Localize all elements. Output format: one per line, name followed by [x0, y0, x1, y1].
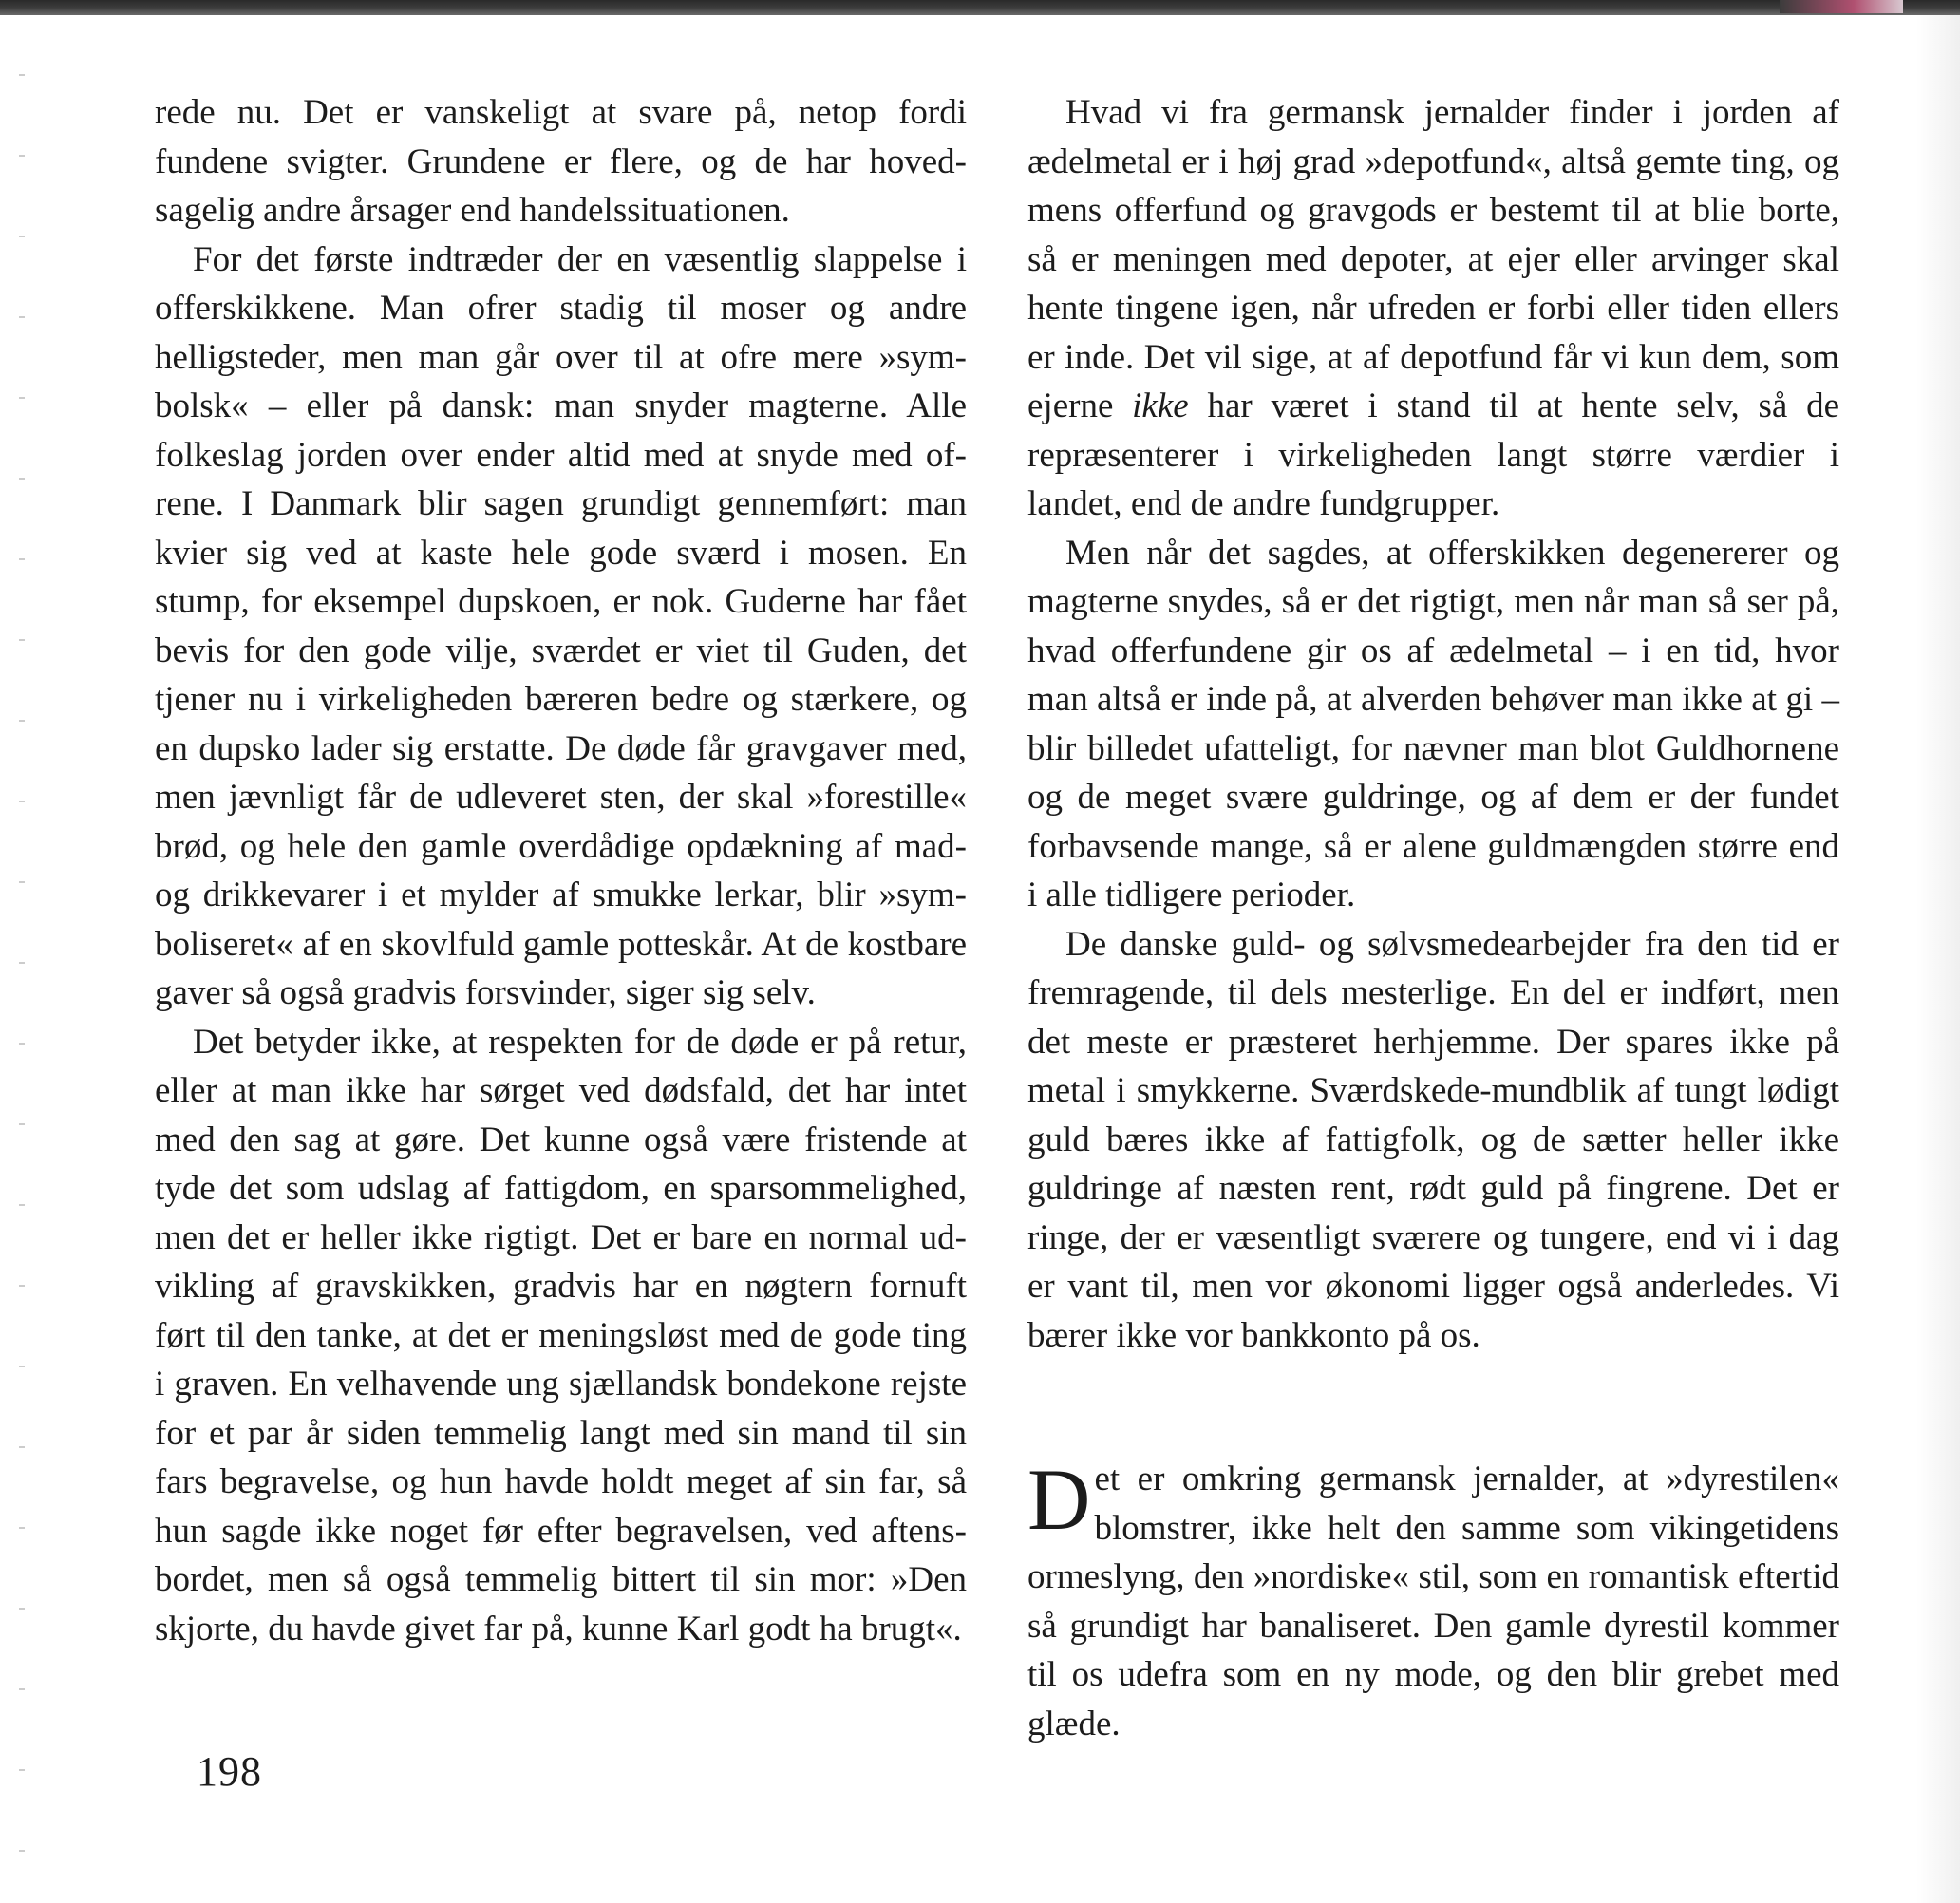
page-right-margin: [1916, 15, 1960, 1903]
page-left-edge: [19, 38, 25, 1861]
section-paragraph: [1027, 1451, 1839, 1748]
right-paragraph-3: De danske guld- og sølvsmedearbejder fra den tid er fremragende, til dels mesterlige. En del er indført, men det meste er præsteret herhjemme. Der spares ikke på metal i smykkerne. Sværdskede-mundblik af tungt lødigt guld bæres ikke af fattigfolk, og de sætter heller ikke guldringe af næsten rent, rødt guld på fingrene. Det er ringe, der er væsentligt sværere og tungere, end vi i dag er vant til, men vor økonomi ligger også anderledes. Vi bærer ikke vor bankkonto på os.: [1027, 924, 1839, 1355]
section-paragraph-text: et er omkring germansk jernalder, at »dyrestilen« blomstrer, ikke helt den samme som vikingetidens ormeslyng, den »nordiske« stil, som en romantisk eftertid så grundigt har banaliseret. Den gamle dyrestil kommer til os udefra som en ny mode, og den blir grebet med glæde.: [1027, 1460, 1839, 1743]
left-paragraph-1: rede nu. Det er vanskeligt at svare på, netop fordi fundene svigter. Grundene er flere, og de har hovedsagelig andre årsager end handelssituationen.: [155, 93, 967, 230]
right-paragraph-1: [1027, 88, 1839, 529]
right-paragraph-1-text-b: har været i stand til at hente selv, så de repræsenterer i virkeligheden langt større værdier i landet, end de andre fundgrupper.: [1027, 386, 1839, 523]
page-number: 198: [197, 1748, 262, 1795]
book-top-edge: [0, 0, 1960, 15]
left-paragraph-3: Det betyder ikke, at respekten for de døde er på retur, eller at man ikke har sørget ved dødsfald, det har intet med den sag at gøre. Det kunne også være fristende at tyde det som udslag af fattigdom, en sparsommelighed, men det er heller ikke rigtigt. Det er bare en normal udvikling af gravskikken, gradvis har en nøgtern fornuft ført til den tanke, at det er meningsløst med de gode ting i graven. En velhavende ung sjællandsk bondekone rejste for et par år siden temmelig langt med sin mand til sin fars begravelse, og hun havde holdt meget af sin far, så hun sagde ikke noget før efter begravelsen, ved aftensbordet, men så også temmelig bittert til sin mor: »Den skjorte, du havde givet far på, kunne Karl godt ha brugt«.: [155, 1022, 967, 1649]
right-text-column: [1027, 88, 1839, 1748]
right-paragraph-1-text-a: Hvad vi fra germansk jernalder finder i jorden af ædelmetal er i høj grad »depotfund«, altså gemte ting, og mens offerfund og gravgods er bestemt til at blie borte, så er meningen med depoter, at ejer eller arvinger skal hente tingene igen, når ufreden er forbi eller tiden ellers er inde. Det vil sige, at af depotfund får vi kun dem, som ejerne: [1027, 93, 1839, 425]
drop-cap: D: [1027, 1451, 1091, 1548]
left-paragraph-2: For det første indtræder der en væsentlig slappelse i offerskikkene. Man ofrer stadig til moser og andre helligsteder, men man går over til at ofre mere »symbolsk« – eller på dansk: man snyder magterne. Alle folkeslag jorden over ender altid med at snyde med ofrene. I Danmark blir sagen grundigt gennemført: man kvier sig ved at kaste hele gode sværd i mosen. En stump, for eksempel dupskoen, er nok. Guderne har fået bevis for den gode vilje, sværdet er viet til Guden, det tjener nu i virkeligheden bæreren bedre og stærkere, og en dupsko lader sig erstatte. De døde får gravgaver med, men jævnligt får de udleveret sten, der skal »forestille« brød, og hele den gamle overdådige opdækning af mad- og drikkevarer i et mylder af smukke lerkar, blir »symboliseret« af en skovlfuld gamle potteskår. At de kostbare gaver så også gradvis forsvinder, siger sig selv.: [155, 239, 967, 1012]
emphasis-ikke: ikke: [1132, 386, 1189, 425]
right-paragraph-2: Men når det sagdes, at offerskikken degenererer og magterne snydes, så er det rigtigt, men når man så ser på, hvad offerfundene gir os af ædelmetal – i en tid, hvor man altså er inde på, at alverden behøver man ikke at gi – blir billedet ufatteligt, for nævner man blot Guldhornene og de meget svære guldringe, og af dem er der fundet forbavsende mange, så er alene guldmængden større end i alle tidligere perioder.: [1027, 533, 1839, 914]
left-text-column: [155, 88, 967, 1653]
section-break: [1027, 1360, 1839, 1455]
